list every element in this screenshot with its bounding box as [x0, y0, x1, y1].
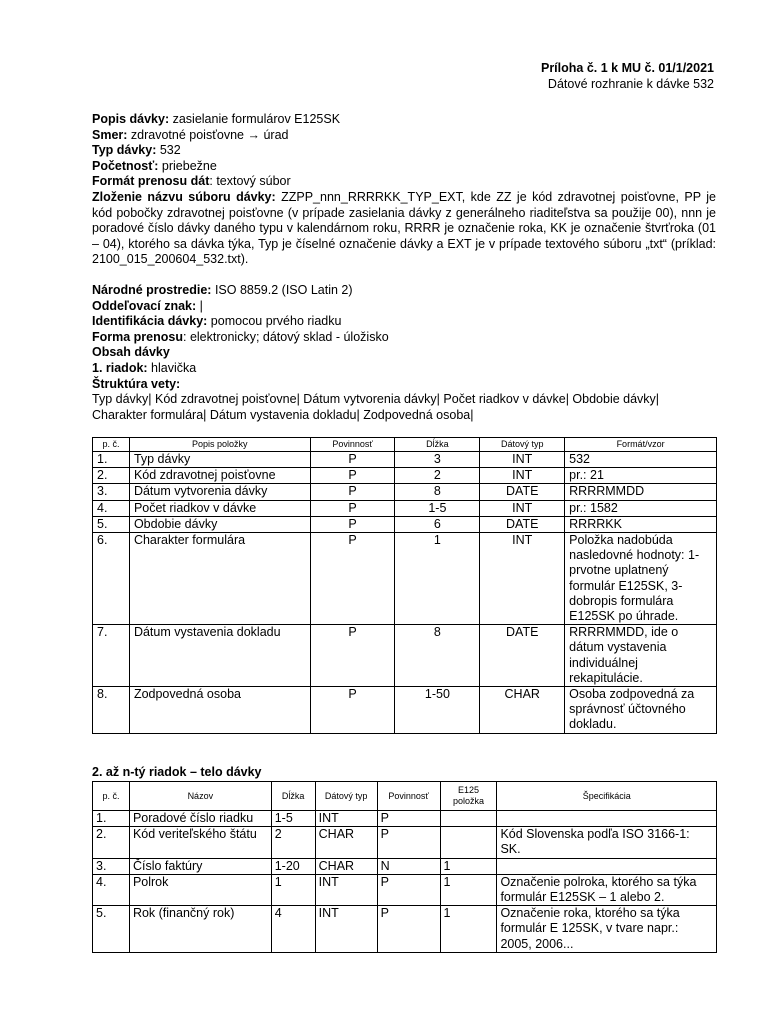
- meta-struktura-label: Štruktúra vety:: [92, 376, 181, 391]
- table-cell: P: [377, 906, 440, 953]
- meta-riadok1: 1. riadok: hlavička: [92, 360, 197, 375]
- table-cell: 1-50: [395, 687, 480, 734]
- meta-prostredie: Národné prostredie: ISO 8859.2 (ISO Latin 2): [92, 282, 353, 297]
- table-row: [93, 874, 717, 905]
- table-cell: P: [377, 827, 440, 858]
- table-cell: 532: [565, 452, 717, 468]
- table-cell: 8: [395, 625, 480, 687]
- table-cell: Kód zdravotnej poisťovne: [129, 468, 310, 484]
- table-row: [93, 500, 717, 516]
- col-header: E125 položka: [440, 782, 497, 811]
- table-row: [93, 625, 717, 687]
- table-cell: 2: [271, 827, 315, 858]
- table-cell: 3.: [93, 858, 130, 874]
- col-header: Dĺžka: [395, 438, 480, 452]
- batch-metadata: [92, 112, 716, 423]
- table-cell: 4: [271, 906, 315, 953]
- table-row: [93, 468, 717, 484]
- table-cell: 2: [395, 468, 480, 484]
- table-cell: 1: [271, 874, 315, 905]
- table-cell: 4.: [93, 500, 130, 516]
- col-header: Dĺžka: [271, 782, 315, 811]
- meta-typ: Typ dávky: 532: [92, 143, 181, 158]
- table-cell: INT: [480, 500, 565, 516]
- section2-title: 2. až n-tý riadok – telo dávky: [92, 765, 262, 779]
- table-cell: Kód Slovenska podľa ISO 3166-1: SK.: [497, 827, 717, 858]
- meta-obsah: Obsah dávky: [92, 345, 170, 360]
- table-cell: Osoba zodpovedná za správnosť účtovného dokladu.: [565, 687, 717, 734]
- table-cell: [497, 811, 717, 827]
- meta-smer: Smer: zdravotné poisťovne → úrad: [92, 127, 289, 142]
- table-cell: INT: [480, 452, 565, 468]
- table-cell: [440, 811, 497, 827]
- table-cell: Počet riadkov v dávke: [129, 500, 310, 516]
- table-cell: Rok (finančný rok): [129, 906, 271, 953]
- table-cell: P: [310, 533, 395, 625]
- table-row: [93, 687, 717, 734]
- table-cell: pr.: 1582: [565, 500, 717, 516]
- table-cell: INT: [480, 468, 565, 484]
- table-cell: P: [377, 874, 440, 905]
- table-header-row: [93, 782, 717, 811]
- table-cell: DATE: [480, 516, 565, 532]
- header-row-table: [92, 437, 717, 734]
- table-cell: 1: [440, 906, 497, 953]
- document-header: [541, 60, 714, 92]
- table-row: [93, 858, 717, 874]
- table-cell: INT: [315, 906, 377, 953]
- table-cell: 1: [395, 533, 480, 625]
- table-cell: Charakter formulára: [129, 533, 310, 625]
- table-cell: 1-5: [395, 500, 480, 516]
- col-header: Dátový typ: [315, 782, 377, 811]
- table-cell: CHAR: [480, 687, 565, 734]
- table-cell: P: [310, 625, 395, 687]
- table-cell: 1.: [93, 452, 130, 468]
- table-cell: 1: [440, 874, 497, 905]
- table-cell: Dátum vytvorenia dávky: [129, 484, 310, 500]
- table-cell: RRRRMMDD: [565, 484, 717, 500]
- col-header: Názov: [129, 782, 271, 811]
- table-cell: Polrok: [129, 874, 271, 905]
- table-cell: 1.: [93, 811, 130, 827]
- table-cell: Typ dávky: [129, 452, 310, 468]
- table-row: [93, 452, 717, 468]
- meta-popis: Popis dávky: zasielanie formulárov E125SK: [92, 112, 341, 126]
- table-cell: CHAR: [315, 858, 377, 874]
- meta-oddelovac: Oddeľovací znak: |: [92, 298, 203, 313]
- table-cell: 6: [395, 516, 480, 532]
- table-cell: Označenie polroka, ktorého sa týka formulár E125SK – 1 alebo 2.: [497, 874, 717, 905]
- table-cell: Číslo faktúry: [129, 858, 271, 874]
- table-cell: P: [310, 468, 395, 484]
- col-header: Formát/vzor: [565, 438, 717, 452]
- annex-title: Príloha č. 1 k MU č. 01/1/2021: [540, 61, 714, 75]
- col-header: Dátový typ: [480, 438, 565, 452]
- table-row: [93, 811, 717, 827]
- table-cell: Označenie roka, ktorého sa týka formulár E 125SK, v tvare napr.: 2005, 2006...: [497, 906, 717, 953]
- table-cell: Položka nadobúda nasledovné hodnoty: 1-prvotne uplatnený formulár E125SK, 3-dobropis formulára E125SK po úhrade.: [565, 533, 717, 625]
- table-cell: P: [310, 687, 395, 734]
- table-cell: Dátum vystavenia dokladu: [129, 625, 310, 687]
- table-cell: Kód veriteľského štátu: [129, 827, 271, 858]
- table-cell: Zodpovedná osoba: [129, 687, 310, 734]
- table-row: [93, 906, 717, 953]
- meta-pocetnost: Početnosť: priebežne: [92, 158, 217, 173]
- meta-identifikacia: Identifikácia dávky: pomocou prvého riadku: [92, 314, 342, 329]
- table-header-row: [93, 438, 717, 452]
- table-cell: 5.: [93, 516, 130, 532]
- meta-forma: Forma prenosu: elektronicky; dátový sklad - úložisko: [92, 329, 389, 344]
- table-cell: 8.: [93, 687, 130, 734]
- col-header: Povinnosť: [310, 438, 395, 452]
- table-row: [93, 533, 717, 625]
- table-cell: DATE: [480, 625, 565, 687]
- table-cell: 6.: [93, 533, 130, 625]
- col-header: Špecifikácia: [497, 782, 717, 811]
- table-cell: 8: [395, 484, 480, 500]
- table-cell: 5.: [93, 906, 130, 953]
- table-cell: 3.: [93, 484, 130, 500]
- body-row-table: [92, 781, 717, 953]
- table-row: [93, 827, 717, 858]
- table-cell: 3: [395, 452, 480, 468]
- table-cell: INT: [315, 874, 377, 905]
- table-cell: [497, 858, 717, 874]
- interface-subtitle: Dátové rozhranie k dávke 532: [547, 77, 714, 91]
- table-cell: DATE: [480, 484, 565, 500]
- col-header: p. č.: [93, 782, 130, 811]
- table-cell: 1-5: [271, 811, 315, 827]
- table-cell: 1-20: [271, 858, 315, 874]
- table-cell: 4.: [93, 874, 130, 905]
- table-cell: P: [310, 516, 395, 532]
- col-header: Povinnosť: [377, 782, 440, 811]
- table-row: [93, 516, 717, 532]
- table-cell: pr.: 21: [565, 468, 717, 484]
- table-cell: Obdobie dávky: [129, 516, 310, 532]
- table-cell: INT: [315, 811, 377, 827]
- table-cell: [440, 827, 497, 858]
- table-cell: P: [310, 452, 395, 468]
- table-cell: RRRRKK: [565, 516, 717, 532]
- table-cell: INT: [480, 533, 565, 625]
- meta-zlozenie: Zloženie názvu súboru dávky: ZZPP_nnn_RRRRKK_TYP_EXT, kde ZZ je kód zdravotnej poisťovne, PP je kód pobočky zdravotnej poisťovne (v prípade zasielania dávky z generálneho riaditeľstva sa použije 00), nnn je poradové číslo dávky daného typu v kalendárnom roku, RRRR je označenie roka, KK je označenie štvrťroka (01 – 04), ktorého sa dávka týka, Typ je číselné označenie dávky a EXT je v prípade textového súboru „txt“ (príklad: 2100_015_200604_532.txt).: [92, 189, 716, 267]
- table-cell: Poradové číslo riadku: [129, 811, 271, 827]
- table-row: [93, 484, 717, 500]
- table-cell: 1: [440, 858, 497, 874]
- table-cell: 2.: [93, 827, 130, 858]
- table-cell: N: [377, 858, 440, 874]
- table-cell: RRRRMMDD, ide o dátum vystavenia individuálnej rekapitulácie.: [565, 625, 717, 687]
- table-cell: P: [377, 811, 440, 827]
- table-cell: CHAR: [315, 827, 377, 858]
- table-cell: P: [310, 484, 395, 500]
- meta-struktura-value: Typ dávky| Kód zdravotnej poisťovne| Dátum vytvorenia dávky| Počet riadkov v dávke| Obdobie dávky| Charakter formulára| Dátum vystavenia dokladu| Zodpovedná osoba|: [92, 392, 660, 422]
- meta-format: Formát prenosu dát: textový súbor: [92, 174, 291, 189]
- table-cell: 7.: [93, 625, 130, 687]
- table-cell: 2.: [93, 468, 130, 484]
- col-header: Popis položky: [129, 438, 310, 452]
- col-header: p. č.: [93, 438, 130, 452]
- table-cell: P: [310, 500, 395, 516]
